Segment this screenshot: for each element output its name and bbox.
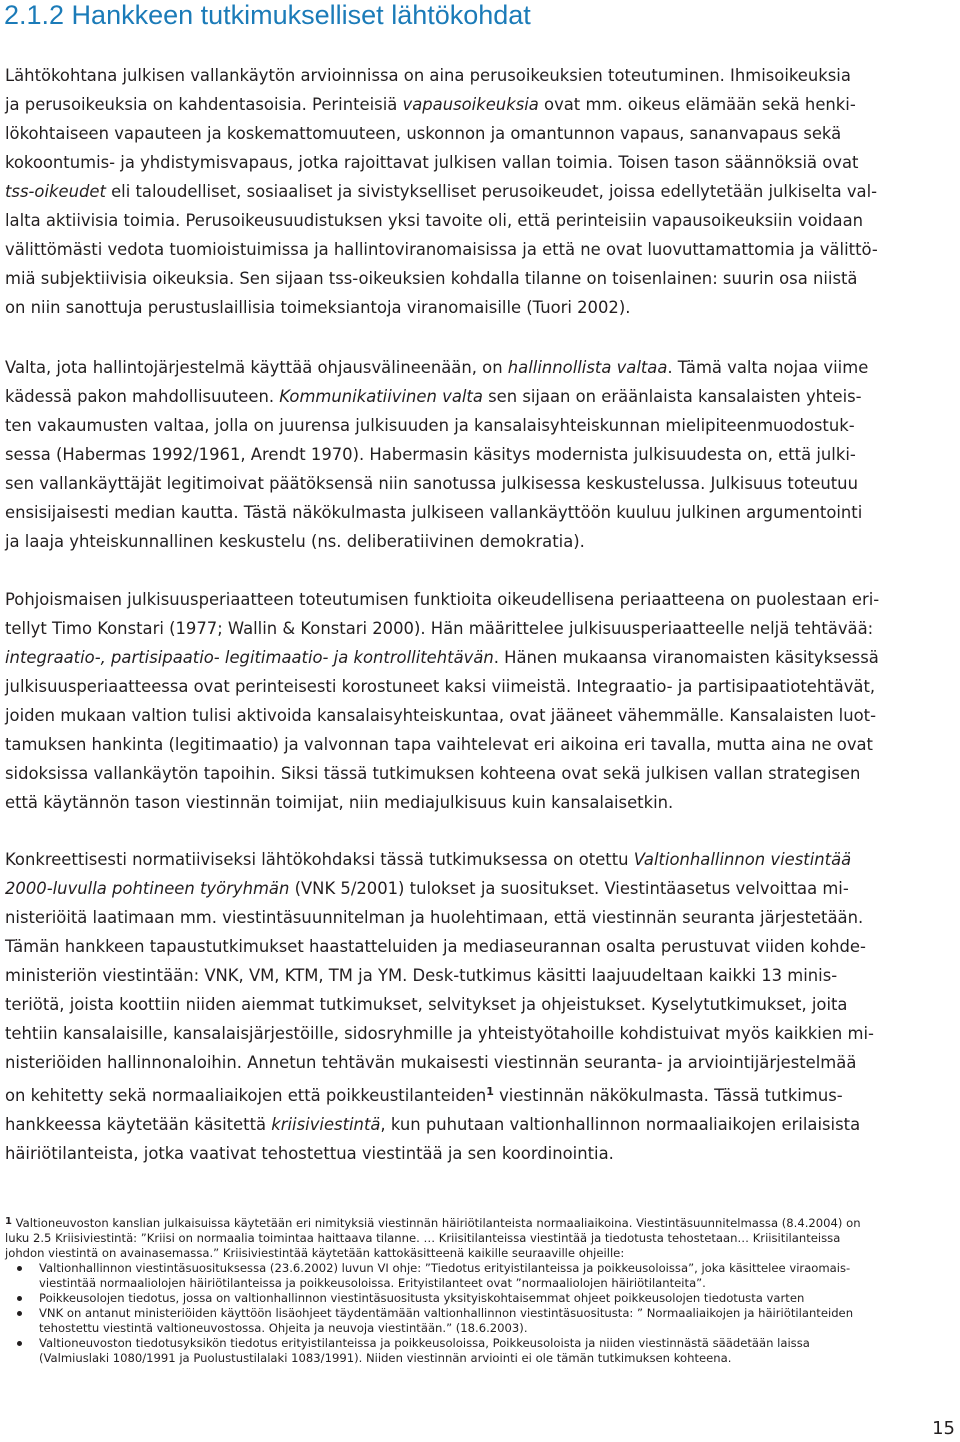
italic-term: Valtionhallinnon viestintää [633, 850, 852, 869]
text-line: joiden mukaan valtion tulisi aktivoida kansalaisyhteiskuntaa, ovat jääneet vähemmälle. Kansalaisten luot- [5, 706, 876, 725]
text-line: ten vakaumusten valtaa, jolla on juurensa julkisuuden ja kansalaisyhteiskunnan mielipiteenmuodostuk- [5, 416, 855, 435]
text-line: sidoksissa vallankäytön tapoihin. Siksi tässä tutkimuksen kohteena ovat sekä julkisen vallan strategisen [5, 764, 861, 783]
text-line: on niin sanottuja perustuslaillisia toimeksiantoja viranomaisille (Tuori 2002). [5, 298, 631, 317]
text-line: Valta, jota hallintojärjestelmä käyttää ohjausvälineenään, on hallinnollista valtaa. Tämä valta nojaa viime [5, 358, 869, 377]
text-line: Pohjoismaisen julkisuusperiaatteen toteutumisen funktioita oikeudellisena periaatteena on puolestaan eri- [5, 590, 880, 609]
text-line: sessa (Habermas 1992/1961, Arendt 1970). Habermasin käsitys modernista julkisuudesta on, että julki- [5, 445, 856, 464]
text-line: tss-oikeudet eli taloudelliset, sosiaaliset ja sivistykselliset perusoikeudet, joissa edellytetään julkiselta val- [5, 182, 878, 201]
text-line: teriötä, joista koottiin niiden aiemmat tutkimukset, selvitykset ja ohjeistukset. Kyselytutkimukset, joita [5, 995, 848, 1014]
text-line: häiriötilanteista, jotka vaativat tehostettua viestintää ja sen koordinointia. [5, 1144, 614, 1163]
text-line: miä subjektiivisia oikeuksia. Sen sijaan tss-oikeuksien kohdalla tilanne on toisenlainen: suurin osa niistä [5, 269, 858, 288]
text-line: ensisijaisesti median kautta. Tästä näkökulmasta julkiseen vallankäyttöön kuuluu julkinen argumentointi [5, 503, 863, 522]
text-line: Konkreettisesti normatiiviseksi lähtökohdaksi tässä tutkimuksessa on otettu Valtionhallinnon viestintää [5, 850, 852, 869]
text-line: ja laaja yhteiskunnallinen keskustelu (ns. deliberatiivinen demokratia). [5, 532, 585, 551]
footnote-marker: 1 [5, 1216, 12, 1227]
footnote-line: 1 Valtioneuvoston kanslian julkaisuissa käytetään eri nimityksiä viestinnän häiriötilanteista normaaliaikoina. Viestintäsuunnitelmassa (8.4.2004) on [5, 1216, 861, 1230]
italic-term: 2000-luvulla pohtineen työryhmän [5, 879, 290, 898]
text-line: tellyt Timo Konstari (1977; Wallin & Konstari 2000). Hän määrittelee julkisuusperiaatteelle neljä tehtävää: [5, 619, 874, 638]
footnote-bullet: Valtionhallinnon viestintäsuosituksessa (23.6.2002) luvun VI ohje: ”Tiedotus erityistilanteissa ja poikkeusoloissa”, joka käsittelee viraomais- viestintää normaaliolojen häiriötilanteissa ja poikkeusoloissa. Erityistilanteet ovat ”normaaliolojen häiriötilanteita”. [5, 1261, 950, 1291]
text-line: 2000-luvulla pohtineen työryhmän (VNK 5/2001) tulokset ja suositukset. Viestintäasetus velvoittaa mi- [5, 879, 849, 898]
paragraph-3 [5, 585, 950, 817]
text-line: julkisuusperiaatteessa ovat perinteisesti korostuneet kaksi viimeistä. Integraatio- ja partisipaatiotehtävät, [5, 677, 876, 696]
text-line: integraatio-, partisipaatio- legitimaatio- ja kontrollitehtävän. Hänen mukaansa viranomaisten käsityksessä [5, 648, 879, 667]
footnote-line: luku 2.5 Kriisiviestintä: ”Kriisi on normaalia toimintaa haittaava tilanne. … Kriisitilanteissa viestintää ja tiedotusta tehostetaan… Kriisitilanteissa [5, 1231, 841, 1245]
text-line: sen vallankäyttäjät legitimoivat päätöksensä niin sanotussa julkisessa keskustelussa. Julkisuus toteutuu [5, 474, 858, 493]
footnote-reference[interactable]: 1 [486, 1085, 494, 1098]
text-line: ja perusoikeuksia on kahdentasoisia. Perinteisiä vapausoikeuksia ovat mm. oikeus elämään sekä henki- [5, 95, 856, 114]
text-line: on kehitetty sekä normaaliaikojen että poikkeustilanteiden$^1$ viestinnän näkökulmasta. Tässä tutkimus- [5, 1085, 843, 1105]
text-line: Lähtökohtana julkisen vallankäytön arvioinnissa on aina perusoikeuksien toteutuminen. Ihmisoikeuksia [5, 66, 851, 85]
italic-term: integraatio-, partisipaatio- legitimaatio- ja kontrollitehtävän [5, 648, 494, 667]
text-line: että käytännön tason viestinnän toimijat, niin mediajulkisuus kuin kansalaisetkin. [5, 793, 674, 812]
text-line: tehtiin kansalaisille, kansalaisjärjestöille, sidosryhmille ja yhteistyötahoille kohdistuivat myös kaikkien mi- [5, 1024, 874, 1043]
italic-term: kriisiviestintä [271, 1115, 381, 1134]
text-line: välittömästi vedota tuomioistuimissa ja hallintoviranomaisissa ja että ne ovat luovuttamattomia ja välittö- [5, 240, 878, 259]
paragraph-1 [5, 61, 950, 322]
text-line: nisteriöiden hallinnonaloihin. Annetun tehtävän mukaisesti viestinnän seuranta- ja arviointijärjestelmää [5, 1053, 857, 1072]
footnote-bullet: Valtioneuvoston tiedotusyksikön tiedotus erityistilanteissa ja poikkeusoloissa, Poikkeusoloista ja niiden viestinnästä säädetään laissa (Valmiuslaki 1080/1991 ja Puolustustilalaki 1083/1991). Niiden viestinnän arviointi ei ole tämän tutkimuksen kohteena. [5, 1336, 950, 1366]
text-line: tamuksen hankinta (legitimaatio) ja valvonnan tapa vaihtelevat eri aikoina eri tavalla, mutta aina ne ovat [5, 735, 873, 754]
text-line: Tämän hankkeen tapaustutkimukset haastatteluiden ja mediaseurannan osalta perustuvat viiden kohde- [5, 937, 866, 956]
italic-term: vapausoikeuksia [402, 95, 539, 114]
italic-term: Kommunikatiivinen valta [279, 387, 483, 406]
italic-term: hallinnollista valtaa [507, 358, 668, 377]
footnote [5, 1214, 950, 1366]
paragraph-4 [5, 845, 950, 1168]
footnote-bullet-list [5, 1261, 950, 1366]
text-line: nisteriöitä laatimaan mm. viestintäsuunnitelman ja huolehtimaan, että viestinnän seuranta järjestetään. [5, 908, 864, 927]
text-line: lalta aktiivisia toimia. Perusoikeusuudistuksen yksi tavoite oli, että perinteisiin vapausoikeuksiin voidaan [5, 211, 864, 230]
text-line: lökohtaiseen vapauteen ja koskemattomuuteen, uskonnon ja omantunnon vapaus, sananvapaus sekä [5, 124, 842, 143]
footnote-bullet: Poikkeusolojen tiedotus, jossa on valtionhallinnon viestintäsuositusta yksityiskohtaisemmat ohjeet poikkeusolojen tiedotusta varten [5, 1291, 950, 1306]
text-line: ministeriön viestintään: VNK, VM, KTM, TM ja YM. Desk-tutkimus käsitti laajuudeltaan kaikki 13 minis- [5, 966, 838, 985]
footnote-bullet: VNK on antanut ministeriöiden käyttöön lisäohjeet täydentämään valtionhallinnon viestintäsuositusta: ” Normaaliaikojen ja häiriötilanteiden tehostettu viestintä valtioneuvostossa. Ohjeita ja neuvoja viestintään.” (18.6.2003). [5, 1306, 950, 1336]
footnote-line: johdon viestintä on avainasemassa.” Kriisiviestintää käytetään kattokäsitteenä kaikille seuraaville ohjeille: [5, 1246, 625, 1260]
page-number: 15 [932, 1418, 955, 1439]
section-heading: 2.1.2 Hankkeen tutkimukselliset lähtökohdat [4, 0, 531, 30]
paragraph-2 [5, 353, 950, 556]
text-line: kokoontumis- ja yhdistymisvapaus, jotka rajoittavat julkisen vallan toimia. Toisen tason säännöksiä ovat [5, 153, 859, 172]
italic-term: tss-oikeudet [5, 182, 106, 201]
text-line: hankkeessa käytetään käsitettä kriisiviestintä, kun puhutaan valtionhallinnon normaaliaikojen erilaisista [5, 1115, 861, 1134]
text-line: kädessä pakon mahdollisuuteen. Kommunikatiivinen valta sen sijaan on eräänlaista kansalaisten yhteis- [5, 387, 862, 406]
